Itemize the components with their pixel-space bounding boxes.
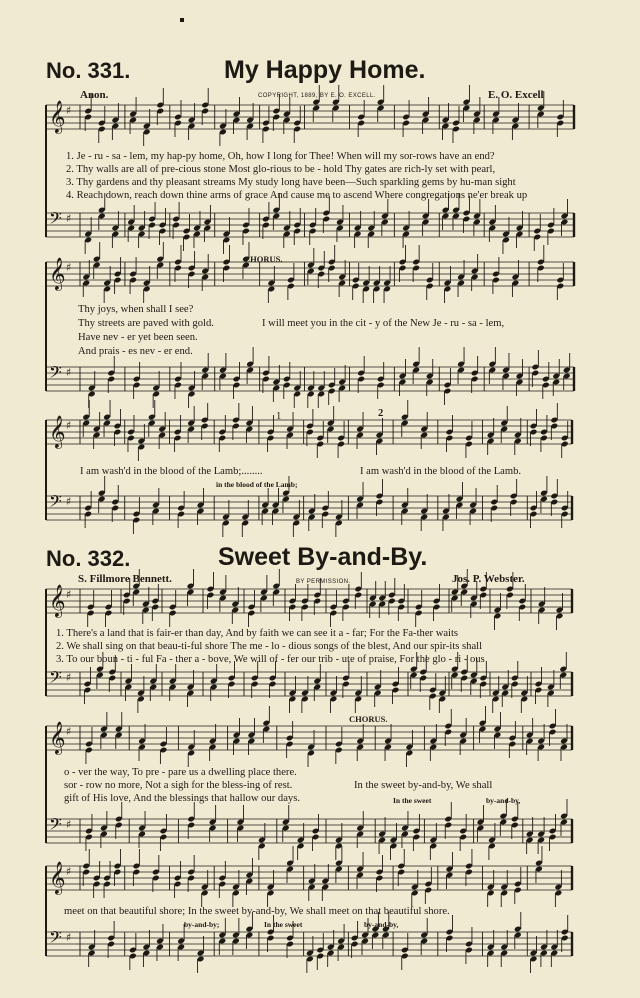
hymn-331-verse-3-line-1: 3. Thy gardens and thy pleasant streams My study long have been—Such sparkling gems by hu-man sight — [66, 177, 516, 188]
treble-clef-icon: 𝄞 — [49, 584, 66, 617]
treble-clef-icon: 𝄞 — [49, 257, 66, 290]
treble-clef-icon: 𝄞 — [49, 100, 66, 133]
hymn-331-ending-2: 2 — [378, 408, 384, 419]
hymn-331-bass-lyric: in the blood of the Lamb; — [216, 480, 298, 489]
hymn-332-verse-1-line-1: 1. There's a land that is fair-er than day, And by faith we can see it a - far; For the Fa-ther waits — [56, 628, 459, 639]
sharp-icon: ♯ — [66, 261, 72, 274]
sharp-icon: ♯ — [66, 495, 72, 508]
bass-clef-icon: 𝄢 — [49, 814, 62, 838]
hymn-332-verse-2-line-2: sor - row no more, Not a sigh for the bless-ing of rest. — [64, 780, 293, 791]
hymn-331-number: No. 331. — [46, 58, 131, 83]
hymn-332-bass-lyric-2b: In the sweet — [264, 920, 303, 929]
sharp-icon: ♯ — [66, 725, 72, 738]
hymn-331-verse-3-line-2: Have nev - er yet been seen. — [78, 332, 198, 343]
hymn-331-verse-1-line-2: Thy joys, when shall I see? — [78, 304, 194, 315]
hymn-332-verse-1-line-2: o - ver the way, To pre - pare us a dwelling place there. — [64, 767, 297, 778]
hymn-331-title: My Happy Home. — [224, 56, 426, 84]
hymn-331-ending-1: 1 — [276, 411, 282, 422]
hymn-331-verse-2-line-2: Thy streets are paved with gold. — [78, 318, 214, 329]
hymn-332-chorus-line-1: In the sweet by-and-by, We shall — [354, 780, 493, 791]
hymn-331-chorus-line-2a: I am wash'd in the blood of the Lamb;........ — [80, 466, 263, 477]
bass-clef-icon: 𝄢 — [49, 362, 62, 386]
bass-clef-icon: 𝄢 — [49, 208, 62, 232]
hymn-331-composer: E. O. Excell — [488, 89, 544, 101]
sharp-icon: ♯ — [66, 588, 72, 601]
sharp-icon: ♯ — [66, 419, 72, 432]
bass-clef-icon: 𝄢 — [49, 667, 62, 691]
hymn-331-verse-2-line-1: 2. Thy walls are all of pre-cious stone Most glo-rious to be - hold Thy gates are rich-ly set with pearl, — [66, 164, 496, 175]
hymn-332-bass-lyric-2c: by-and-by, — [364, 920, 399, 929]
sharp-icon: ♯ — [66, 671, 72, 684]
treble-clef-icon: 𝄞 — [49, 721, 66, 754]
hymn-332-composer: Jos. P. Webster. — [452, 573, 525, 585]
hymn-332-verse-3-line-1: 3. To our boun - ti - ful Fa - ther a - bove, We will of - fer our trib - ute of praise, For the glo - ri - ous — [56, 654, 485, 665]
hymn-332-bass-lyric-1b: by-and-by, — [486, 796, 521, 805]
hymn-331-tune-credit: Anon. — [80, 89, 109, 101]
bass-clef-icon: 𝄢 — [49, 491, 62, 515]
hymn-332-permission: BY PERMISSION. — [296, 579, 351, 585]
sharp-icon: ♯ — [66, 366, 72, 379]
hymn-331-chorus-label: CHORUS. — [244, 254, 283, 264]
hymn-331-verse-4-line-1: 4. Reach down, reach down thine arms of grace And cause me to ascend Where congregations ne'er break up — [66, 190, 528, 201]
hymn-331-copyright: COPYRIGHT, 1889, BY E. O. EXCELL. — [258, 93, 376, 99]
treble-clef-icon: 𝄞 — [49, 861, 66, 894]
bass-clef-icon: 𝄢 — [49, 927, 62, 951]
sharp-icon: ♯ — [66, 818, 72, 831]
hymn-332-verse-3-line-2: gift of His love, And the blessings that hallow our days. — [64, 793, 300, 804]
page-mark — [180, 18, 184, 22]
hymn-332-bass-lyric-1a: In the sweet — [393, 796, 432, 805]
hymn-332-number: No. 332. — [46, 546, 131, 571]
hymn-331-verse-4-line-2: And prais - es nev - er end. — [78, 346, 193, 357]
sharp-icon: ♯ — [66, 104, 72, 117]
hymn-332-chorus-line-2: meet on that beautiful shore; In the sweet by-and-by, We shall meet on that beautiful shore. — [64, 906, 450, 917]
sharp-icon: ♯ — [66, 212, 72, 225]
treble-clef-icon: 𝄞 — [49, 415, 66, 448]
hymn-332-author: S. Fillmore Bennett. — [78, 573, 172, 585]
hymn-332-bass-lyric-2a: by-and-by; — [184, 920, 220, 929]
sharp-icon: ♯ — [66, 931, 72, 944]
hymn-331-verse-1-line-1: 1. Je - ru - sa - lem, my hap-py home, Oh, how I long for Thee! When will my sor-rows have an end? — [66, 151, 495, 162]
hymn-332-verse-2-line-1: 2. We shall sing on that beau-ti-ful shore The me - lo - dious songs of the blest, And our spir-its shall — [56, 641, 483, 652]
hymn-331-chorus-line-2b: I am wash'd in the blood of the Lamb. — [360, 466, 522, 477]
hymn-331-chorus-line-1: I will meet you in the cit - y of the New Je - ru - sa - lem, — [262, 318, 505, 329]
sharp-icon: ♯ — [66, 865, 72, 878]
hymn-332-title: Sweet By-and-By. — [218, 543, 428, 571]
hymn-332-chorus-label: CHORUS. — [349, 714, 388, 724]
